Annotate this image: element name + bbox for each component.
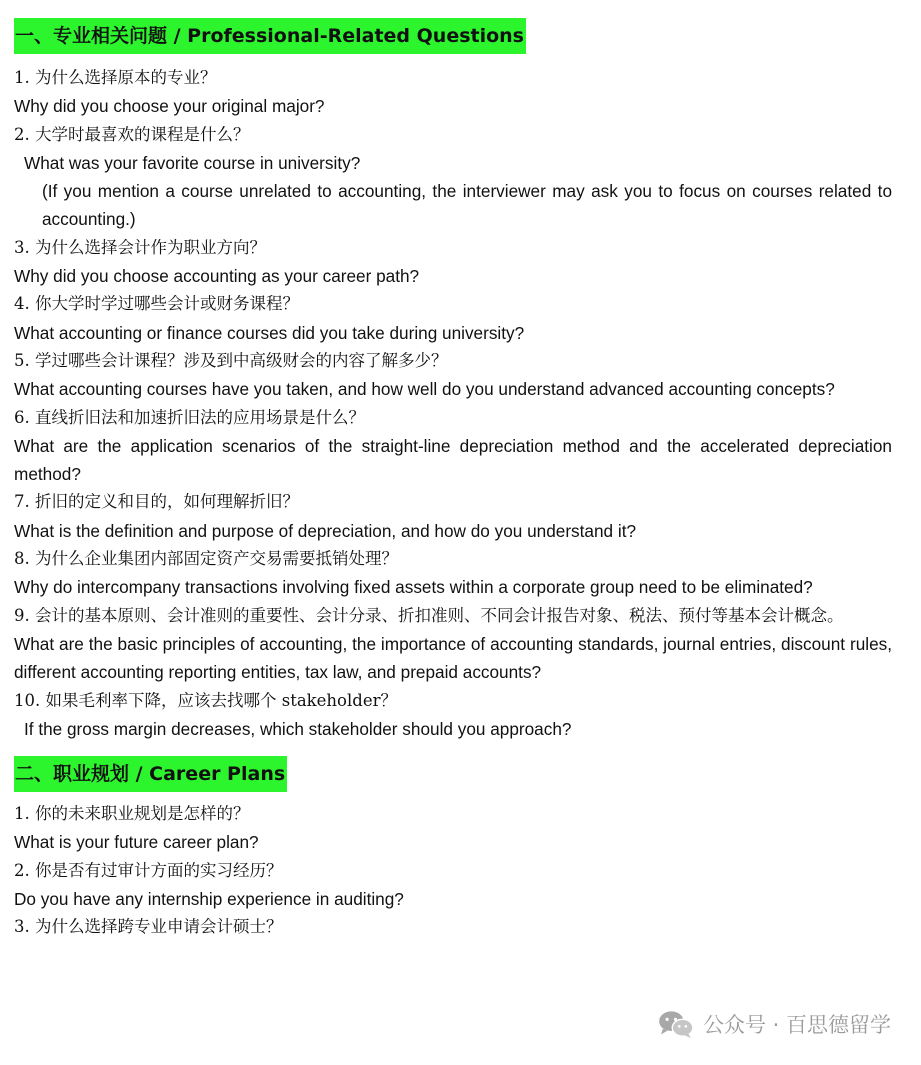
section-heading: 二、职业规划 / Career Plans [14, 756, 287, 792]
question-english: If the gross margin decreases, which stakeholder should you approach? [24, 718, 572, 739]
question-chinese: 2. 大学时最喜欢的课程是什么？ [14, 124, 250, 144]
question-chinese: 9. 会计的基本原则、会计准则的重要性、会计分录、折扣准则、不同会计报告对象、税法、预付等基本会计概念。 [14, 605, 844, 625]
question-chinese: 8. 为什么企业集团内部固定资产交易需要抵销处理？ [14, 549, 398, 569]
section-heading: 一、专业相关问题 / Professional-Related Questions [14, 18, 526, 54]
question-list [14, 64, 892, 743]
question-chinese: 7. 折旧的定义和目的，如何理解折旧？ [14, 492, 299, 512]
wechat-icon [657, 1009, 695, 1039]
question-english: What are the application scenarios of the straight-line depreciation method and the accelerated depreciation method? [14, 435, 892, 485]
question-english: Why did you choose accounting as your career path? [14, 266, 420, 287]
question-chinese: 4. 你大学时学过哪些会计或财务课程？ [14, 294, 299, 314]
document-page [14, 18, 892, 950]
question-english: What accounting courses have you taken, and how well do you understand advanced accounting concepts? [14, 379, 835, 400]
question-english: (If you mention a course unrelated to accounting, the interviewer may ask you to focus on courses related to accounting.) [42, 181, 892, 230]
question-chinese: 1. 为什么选择原本的专业？ [14, 68, 217, 87]
section-career-plans [14, 753, 892, 941]
section-professional-questions [14, 18, 892, 743]
question-english: What are the basic principles of accounting, the importance of accounting standards, journal entries, discount rules, different accounting reporting entities, tax law, and prepaid accounts? [14, 633, 892, 683]
watermark [657, 1009, 891, 1039]
question-english: Do you have any internship experience in auditing? [14, 889, 404, 910]
question-chinese: 3. 为什么选择会计作为职业方向？ [14, 237, 266, 257]
question-english: What was your favorite course in university? [24, 152, 361, 173]
question-chinese: 1. 你的未来职业规划是怎样的？ [14, 804, 250, 824]
question-chinese: 6. 直线折旧法和加速折旧法的应用场景是什么？ [14, 407, 365, 427]
question-english: What accounting or finance courses did you take during university? [14, 322, 525, 343]
question-chinese: 3. 为什么选择跨专业申请会计硕士？ [14, 917, 283, 937]
question-english: Why do intercompany transactions involving fixed assets within a corporate group need to be eliminated? [14, 577, 813, 598]
watermark-text: 公众号 · 百思德留学 [702, 1013, 891, 1037]
question-chinese: 5. 学过哪些会计课程？涉及到中高级财会的内容了解多少？ [14, 350, 448, 370]
question-chinese: 10. 如果毛利率下降，应该去找哪个 stakeholder？ [14, 690, 397, 710]
question-english: Why did you choose your original major? [14, 96, 325, 117]
question-english: What is your future career plan? [14, 832, 259, 853]
question-chinese: 2. 你是否有过审计方面的实习经历？ [14, 860, 283, 880]
question-english: What is the definition and purpose of depreciation, and how do you understand it? [14, 520, 637, 541]
question-list [14, 800, 892, 941]
